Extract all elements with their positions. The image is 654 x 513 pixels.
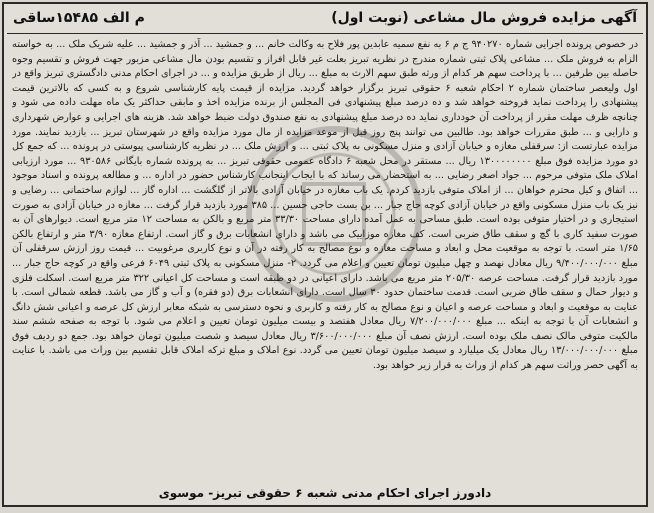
notice-title: آگهی مزایده فروش مال مشاعی (نوبت اول)	[331, 10, 637, 26]
reference-number: م الف ۱۵۴۸۵ساقی	[13, 10, 145, 26]
auction-notice	[2, 2, 648, 507]
notice-body: در خصوص پرونده اجرایی شماره ۹۴۰۲۷۰ ج م ۶ به نفع سمیه عابدین پور فلاح به وکالت خانم ... و جمشید ... آذر و جمشید ... علیه شریک ملک ... به خواسته الزام به فروش ملک ... مشاعی پلاک ثبتی شماره مندرج در نظریه تبریز بعلت غیر قابل افراز و تقسیم بودن مال مشاعی مزبور جهت فروش و تقسیم وجوه حاصله بین طرفین ... با پرداخت سهم هر کدام از ورثه طبق سهم الارث به مبلغ ... ریال از طریق مزایده و ... در اجرای احکام مدنی دادگستری تبریز واقع در اول ولیعصر ساختمان شماره ۲ احکام شعبه ۶ حقوقی تبریز برگزار خواهد گردید. مزایده از قیمت پایه کارشناسی شروع و به کسی که بالاترین قیمت پیشنهادی را پرداخت نماید فروخته خواهد شد و ده درصد مبلغ پیشنهادی فی المجلس از برنده مزایده اخذ و مابقی حداکثر یک ماه مهلت داده می شود و چنانچه ظرف مهلت مقرر از پرداخت آن خودداری نماید ده درصد مبلغ پیشنهادی به نفع صندوق دولت ضبط خواهد شد. هزینه های اجرایی و عوارض شهرداری و دارایی و ... طبق مقررات خواهد بود. طالبین می توانند پنج روز قبل از موعد مزایده از مال مورد مزایده واقع در شهرستان تبریز ... بازدید نمایند. مورد مزایده عبارتست از: سرقفلی مغازه و خیابان آزادی و منزل مسکونی به پلاک ثبتی ... و ارزش ملک ... در نظریه کارشناسی پیوستی در پرونده ... که جمع کل دو مورد مزایده فوق مبلغ ۱۳۰۰۰۰۰۰۰۰ ریال ... مستقر در محل شعبه ۶ دادگاه عمومی حقوقی تبریز ... به پرونده شماره بایگانی ۹۳۰۵۸۶ ... مورد ارزیابی املاک ملک متوفی مرحوم ... جواد اصغر رضایی ... به استحضار می رساند که با ایجاب اینجانب کارشناس حضور در اداره ... و مطالعه پرونده و اسناد موجود ... اتفاق و کیل محترم خواهان ... از املاک متوفی بازدید کردم. یک باب مغازه در خیابان آزادی بالاتر از گلگشت ... اداره گاز ... لوازم ساختمانی ... رضایی و نیز یک باب منزل مسکونی واقع در خیابان آزادی کوچه حاج جبار ... بن بست حاجی حسین ... ۳۸۵ مورد بازدید قرار گرفت ... مغازه در خیابان آزادی به صورت استیجاری و در اختیار متوفی بوده است. طبق مساحی به عمل آمده دارای مساحت ۳۳/۳۰ متر مربع و بالکن به مساحت ۱۲ متر مربع است. دیوارهای آن به صورت سفید کاری با گچ و سقف طاق ضربی است. کف مغازه موزاییک می باشد و دارای انشعابات برق و گاز است. ارتفاع مغازه ۳/۹۰ متر و ارتفاع بالکن ۱/۶۵ متر است. با توجه به موقعیت محل و ابعاد و مساحت مغازه و نوع مصالح به کار رفته در آن و نوع کاربری مرغوبیت ... قیمت روز ارزش سرقفلی آن مبلغ ۹/۴۰۰/۰۰۰/۰۰۰ ریال معادل نهصد و چهل میلیون تومان تعیین و اعلام می گردد. ۲- منزل مسکونی به پلاک ثبتی ۶۰۴۹ فرعی واقع در کوچه حاج جبار ... مورد بازدید قرار گرفت. مساحت عرصه ۲۰۵/۳۰ متر مربع می باشد. دارای اعیانی در دو طبقه است و مساحت کل اعیانی ۳۲۲ متر مربع است. اسکلت فلزی و دیوار حمال و سقف طاق ضربی است. قدمت ساختمان حدود ۳۰ سال است. دارای انشعابات برق (دو فقره) و آب و گاز می باشد. قطعه شمالی است. با عنایت به موقعیت و ابعاد و مساحت عرصه و اعیان و نوع مصالح به کار رفته و کاربری و نحوه دسترسی به شبکه معابر ارزش کل عرصه و اعیانی شش دانگ و انشعابات آن با توجه به اینکه ... مبلغ ۷/۲۰۰/۰۰۰/۰۰۰ ریال معادل هفتصد و بیست میلیون تومان تعیین و اعلام می شود. با توجه به صفحه ششم سند مالکیت متوفی مالک نصف ملک بوده است. ارزش نصف آن مبلغ ۳/۶۰۰/۰۰۰/۰۰۰ ریال معادل سیصد و شصت میلیون تومان خواهد بود. جمع دو ردیف فوق مبلغ ۱۳/۰۰۰/۰۰۰/۰۰۰ ریال معادل یک میلیارد و سیصد میلیون تومان تعیین می گردد. نوع املاک و مبلغ ترکه املاک قابل تقسیم بین وراث می باشد. با عنایت به آگهی حصر وراثت سهم هر کدام از وراث به قرار زیر خواهد بود.	[12, 39, 638, 372]
notice-header	[7, 7, 643, 34]
notice-signature: دادورز اجرای احکام مدنی شعبه ۶ حقوقی تبریز- موسوی	[158, 486, 492, 500]
